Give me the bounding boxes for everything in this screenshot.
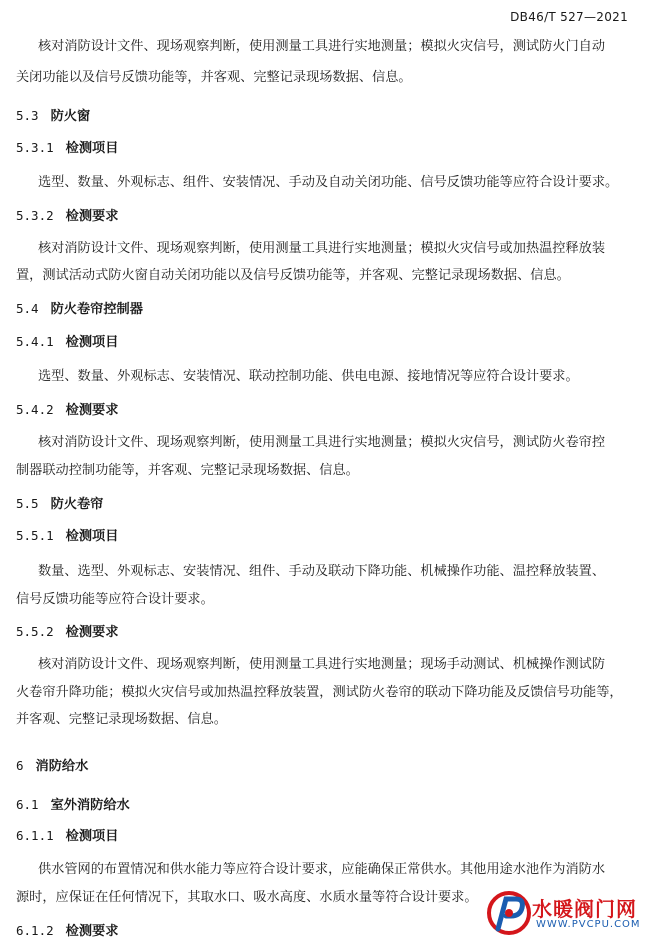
section-title: 检测项目 xyxy=(65,529,119,544)
paragraph-line: 火卷帘升降功能；模拟火灾信号或加热温控释放装置，测试防火卷帘的联动下降功能及反馈信号功能等， xyxy=(16,685,623,700)
paragraph-line: 供水管网的布置情况和供水能力等应符合设计要求，应能确保正常供水。其他用途水池作为消防水 xyxy=(38,862,606,877)
section-heading-6-1-2 xyxy=(16,922,118,941)
paragraph-line: 核对消防设计文件、现场观察判断，使用测量工具进行实地测量；模拟火灾信号或加热温控释放装 xyxy=(38,241,606,256)
section-title: 防火卷帘 xyxy=(50,497,104,512)
section-number: 5.5.2 xyxy=(16,624,54,639)
paragraph-line: 核对消防设计文件、现场观察判断，使用测量工具进行实地测量；现场手动测试、机械操作测试防 xyxy=(38,657,606,672)
section-title: 检测项目 xyxy=(65,829,119,844)
section-title: 检测要求 xyxy=(65,403,119,418)
paragraph-line: 核对消防设计文件、现场观察判断，使用测量工具进行实地测量；模拟火灾信号，测试防火卷帘控 xyxy=(38,435,606,450)
section-number: 5.3.2 xyxy=(16,208,54,223)
paragraph-line: 选型、数量、外观标志、组件、安装情况、手动及自动关闭功能、信号反馈功能等应符合设计要求。 xyxy=(38,175,619,190)
paragraph-line: 关闭功能以及信号反馈功能等，并客观、完整记录现场数据、信息。 xyxy=(16,70,412,85)
section-number: 5.3 xyxy=(16,108,39,123)
watermark-url: WWW.PVCPU.COM xyxy=(536,919,641,930)
section-heading-5-4-2 xyxy=(16,401,118,420)
section-number: 6 xyxy=(16,758,24,773)
section-heading-5-5-2 xyxy=(16,623,118,642)
section-number: 5.5 xyxy=(16,496,39,511)
section-number: 5.3.1 xyxy=(16,140,54,155)
section-title: 室外消防给水 xyxy=(50,798,130,813)
section-title: 检测要求 xyxy=(65,924,119,939)
section-title: 消防给水 xyxy=(35,759,89,774)
site-watermark xyxy=(482,885,650,942)
section-number: 5.4.1 xyxy=(16,334,54,349)
paragraph-line: 制器联动控制功能等，并客观、完整记录现场数据、信息。 xyxy=(16,463,359,478)
section-heading-6-1-1 xyxy=(16,827,118,846)
section-number: 5.4.2 xyxy=(16,402,54,417)
paragraph-line: 核对消防设计文件、现场观察判断，使用测量工具进行实地测量；模拟火灾信号，测试防火门自动 xyxy=(38,39,606,54)
section-title: 检测项目 xyxy=(65,141,119,156)
section-heading-5-3 xyxy=(16,107,90,126)
section-number: 5.5.1 xyxy=(16,528,54,543)
paragraph-line: 选型、数量、外观标志、安装情况、联动控制功能、供电电源、接地情况等应符合设计要求。 xyxy=(38,369,579,384)
section-heading-6-1 xyxy=(16,796,130,815)
pipe-logo-icon xyxy=(486,889,532,937)
section-heading-5-5-1 xyxy=(16,527,118,546)
paragraph-line: 置，测试活动式防火窗自动关闭功能以及信号反馈功能等，并客观、完整记录现场数据、信息。 xyxy=(16,268,570,283)
paragraph-line: 源时，应保证在任何情况下，其取水口、吸水高度、水质水量等符合设计要求。 xyxy=(16,890,478,905)
section-title: 检测要求 xyxy=(65,625,119,640)
chapter-heading-6 xyxy=(16,757,88,776)
document-code: DB46/T 527—2021 xyxy=(510,10,628,24)
section-number: 6.1.1 xyxy=(16,828,54,843)
section-heading-5-3-2 xyxy=(16,207,118,226)
section-title: 防火卷帘控制器 xyxy=(50,302,143,317)
section-number: 6.1 xyxy=(16,797,39,812)
paragraph-line: 并客观、完整记录现场数据、信息。 xyxy=(16,712,227,727)
watermark-title: 水暖阀门网 xyxy=(532,897,637,921)
section-title: 防火窗 xyxy=(50,109,91,124)
paragraph-line: 信号反馈功能等应符合设计要求。 xyxy=(16,592,214,607)
section-title: 检测项目 xyxy=(65,335,119,350)
section-title: 检测要求 xyxy=(65,209,119,224)
section-heading-5-5 xyxy=(16,495,103,514)
section-heading-5-3-1 xyxy=(16,139,118,158)
section-number: 5.4 xyxy=(16,301,39,316)
paragraph-line: 数量、选型、外观标志、安装情况、组件、手动及联动下降功能、机械操作功能、温控释放装置、 xyxy=(38,564,606,579)
section-heading-5-4-1 xyxy=(16,333,118,352)
section-heading-5-4 xyxy=(16,300,143,319)
section-number: 6.1.2 xyxy=(16,923,54,938)
